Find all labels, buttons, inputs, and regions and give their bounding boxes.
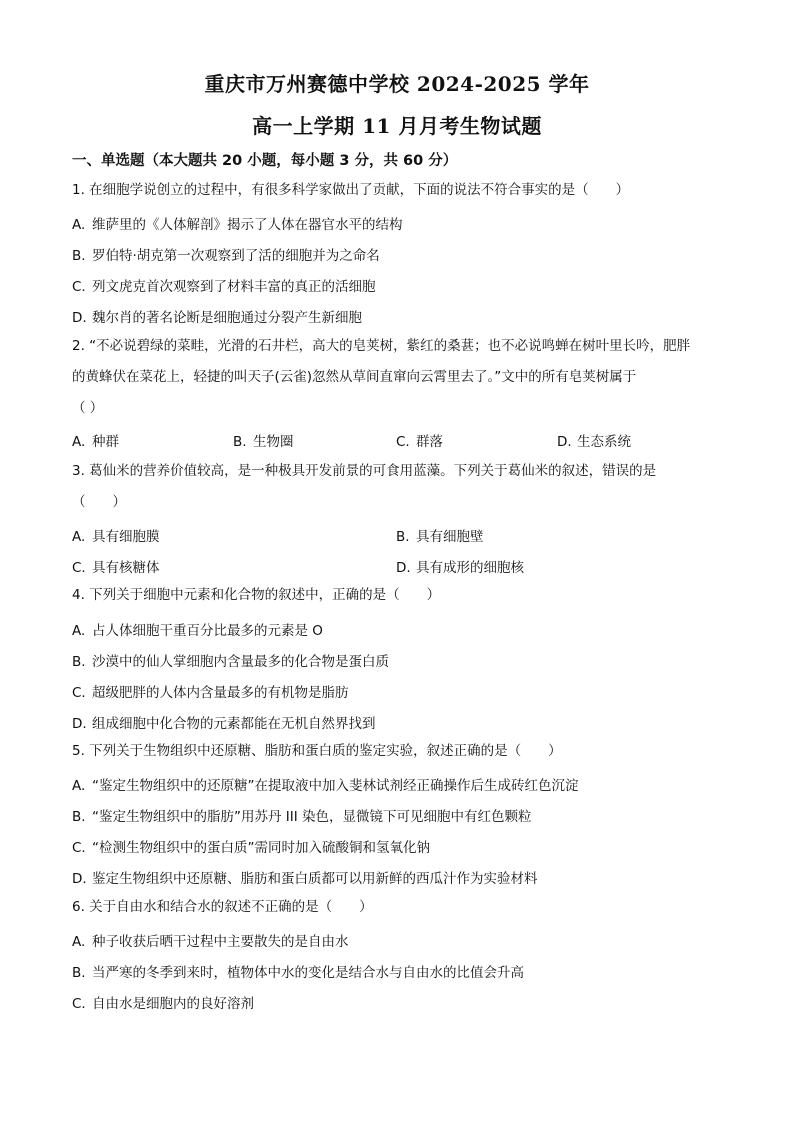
question-2-option-c <box>396 430 443 450</box>
option-text: 种子收获后晒干过程中主要散失的是自由水 <box>92 934 349 950</box>
option-text: 魏尔肖的著名论断是细胞通过分裂产生新细胞 <box>92 310 362 326</box>
question-3-option-b <box>396 525 484 545</box>
option-text: 组成细胞中化合物的元素都能在无机自然界找到 <box>92 716 376 732</box>
question-1-option-c <box>72 275 376 295</box>
question-3-option-d <box>396 556 524 576</box>
question-2-stem-line-3: （ ） <box>72 400 104 416</box>
question-3-option-a <box>72 525 160 545</box>
option-text: 鉴定生物组织中还原糖、脂肪和蛋白质都可以用新鲜的西瓜汁作为实验材料 <box>92 871 538 887</box>
option-key: C. <box>72 996 86 1012</box>
question-1-stem: 1. 在细胞学说创立的过程中，有很多科学家做出了贡献，下面的说法不符合事实的是（ ） <box>72 182 630 198</box>
question-6-option-c <box>72 992 254 1012</box>
option-key: D. <box>72 716 87 732</box>
option-key: A. <box>72 529 86 545</box>
option-text: 生态系统 <box>577 434 631 450</box>
question-1-option-d <box>72 306 362 326</box>
question-5-option-b <box>72 805 532 825</box>
option-text: 具有核糖体 <box>92 560 160 576</box>
option-text: 群落 <box>416 434 443 450</box>
option-key: C. <box>72 840 86 856</box>
option-text: 占人体细胞干重百分比最多的元素是 O <box>92 623 323 639</box>
option-key: C. <box>396 434 410 450</box>
option-text: 具有成形的细胞核 <box>416 560 524 576</box>
option-key: B. <box>72 809 86 825</box>
option-text: 具有细胞壁 <box>416 529 484 545</box>
option-key: A. <box>72 434 86 450</box>
option-text: 具有细胞膜 <box>92 529 160 545</box>
option-key: D. <box>72 871 87 887</box>
option-key: D. <box>72 310 87 326</box>
option-key: B. <box>72 248 86 264</box>
option-key: D. <box>557 434 572 450</box>
option-key: C. <box>72 685 86 701</box>
option-text: 种群 <box>92 434 119 450</box>
question-5-option-d <box>72 867 538 887</box>
question-6-stem: 6. 关于自由水和结合水的叙述不正确的是（ ） <box>72 899 373 915</box>
option-text: “鉴定生物组织中的脂肪”用苏丹 III 染色，显微镜下可见细胞中有红色颗粒 <box>92 809 532 825</box>
question-5-option-c <box>72 836 430 856</box>
option-key: C. <box>72 560 86 576</box>
option-text: “检测生物组织中的蛋白质”需同时加入硫酸铜和氢氧化钠 <box>92 840 430 856</box>
question-4-option-d <box>72 712 376 732</box>
question-2-option-b <box>233 430 294 450</box>
question-2-option-a <box>72 430 119 450</box>
option-text: “鉴定生物组织中的还原糖”在提取液中加入斐林试剂经正确操作后生成砖红色沉淀 <box>92 778 579 794</box>
question-4-option-a <box>72 619 323 639</box>
exam-title-line-1: 重庆市万州赛德中学校 2024-2025 学年 <box>204 72 590 96</box>
option-key: B. <box>72 965 86 981</box>
option-key: B. <box>72 654 86 670</box>
question-3-option-c <box>72 556 160 576</box>
question-5-option-a <box>72 774 579 794</box>
option-key: B. <box>233 434 247 450</box>
question-6-option-a <box>72 930 349 950</box>
option-key: A. <box>72 217 86 233</box>
option-text: 生物圈 <box>253 434 294 450</box>
question-2-stem-line-1: 2. “不必说碧绿的菜畦，光滑的石井栏，高大的皂荚树，紫红的桑葚；也不必说鸣蝉在树叶里长吟，肥胖 <box>72 338 691 354</box>
question-5-stem: 5. 下列关于生物组织中还原糖、脂肪和蛋白质的鉴定实验，叙述正确的是（ ） <box>72 743 562 759</box>
option-text: 罗伯特·胡克第一次观察到了活的细胞并为之命名 <box>92 248 380 264</box>
option-text: 列文虎克首次观察到了材料丰富的真正的活细胞 <box>92 279 376 295</box>
question-6-option-b <box>72 961 524 981</box>
option-text: 超级肥胖的人体内含量最多的有机物是脂肪 <box>92 685 349 701</box>
option-key: B. <box>396 529 410 545</box>
question-2-stem-line-2: 的黄蜂伏在菜花上，轻捷的叫天子(云雀)忽然从草间直窜向云霄里去了。”文中的所有皂荚树属于 <box>72 369 637 385</box>
question-1-option-a <box>72 213 403 233</box>
option-text: 自由水是细胞内的良好溶剂 <box>92 996 254 1012</box>
question-4-stem: 4. 下列关于细胞中元素和化合物的叙述中，正确的是（ ） <box>72 587 441 603</box>
question-4-option-c <box>72 681 349 701</box>
question-4-option-b <box>72 650 389 670</box>
option-key: A. <box>72 934 86 950</box>
option-text: 当严寒的冬季到来时，植物体中水的变化是结合水与自由水的比值会升高 <box>92 965 524 981</box>
question-2-option-d <box>557 430 631 450</box>
option-key: A. <box>72 623 86 639</box>
exam-title-line-2: 高一上学期 11 月月考生物试题 <box>252 114 542 138</box>
option-key: C. <box>72 279 86 295</box>
option-text: 沙漠中的仙人掌细胞内含量最多的化合物是蛋白质 <box>92 654 389 670</box>
question-3-stem-line-2: （ ） <box>72 494 126 510</box>
option-text: 维萨里的《人体解剖》揭示了人体在器官水平的结构 <box>92 217 403 233</box>
option-key: D. <box>396 560 411 576</box>
option-key: A. <box>72 778 86 794</box>
section-heading: 一、单选题（本大题共 20 小题，每小题 3 分，共 60 分） <box>72 153 458 169</box>
question-3-stem-line-1: 3. 葛仙米的营养价值较高，是一种极具开发前景的可食用蓝藻。下列关于葛仙米的叙述，错误的是 <box>72 463 657 479</box>
question-1-option-b <box>72 244 380 264</box>
